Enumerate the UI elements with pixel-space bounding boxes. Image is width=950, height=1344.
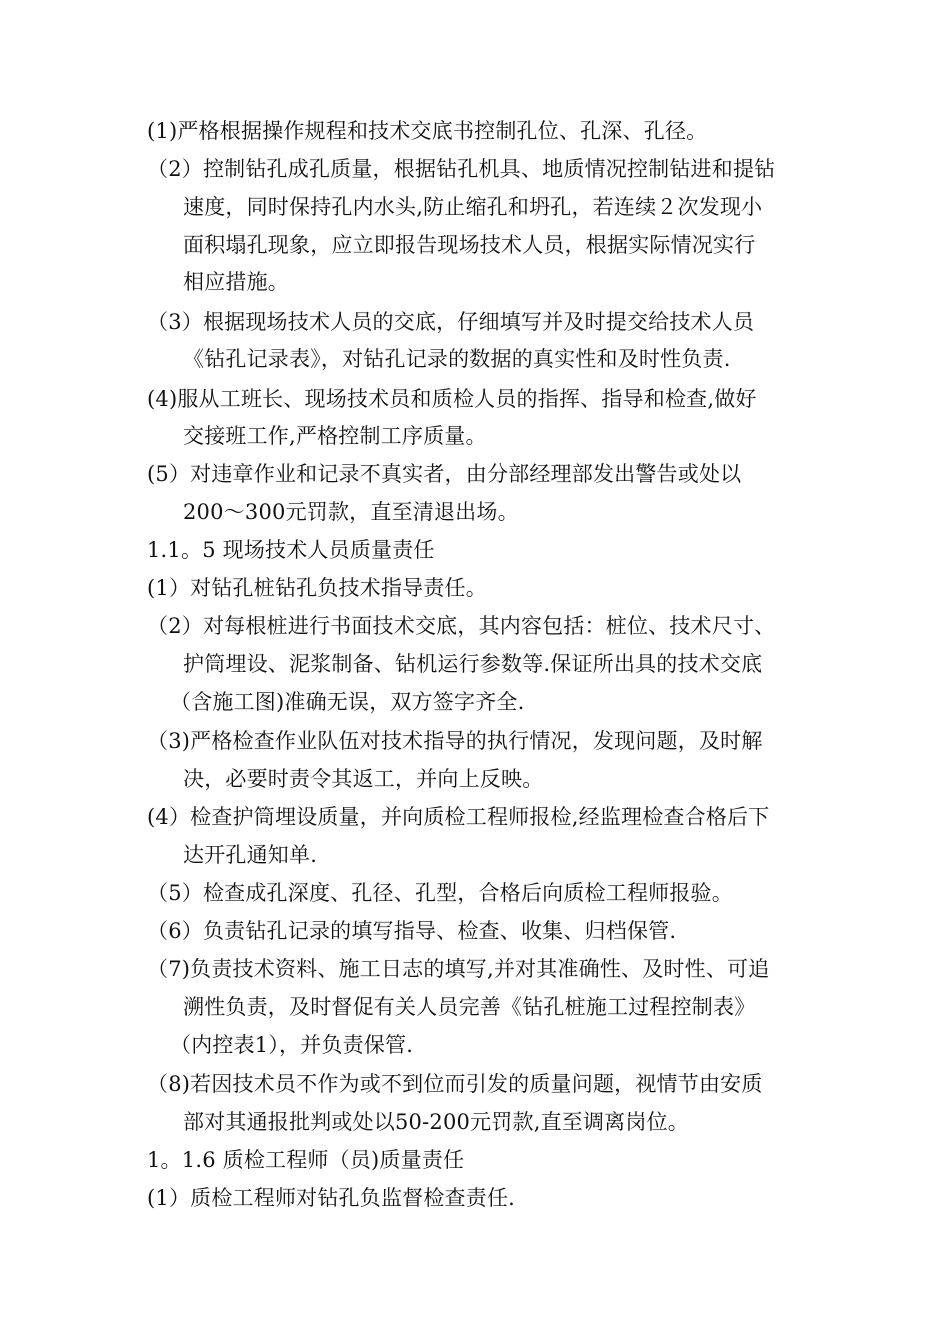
text-line: 《钻孔记录表》，对钻孔记录的数据的真实性和及时性负责. xyxy=(183,347,731,371)
text-line: （内控表1），并负责保管. xyxy=(170,1033,414,1057)
text-line: （5）检查成孔深度、孔径、孔型，合格后向质检工程师报验。 xyxy=(147,881,733,905)
text-line: 200～300元罚款，直至清退出场。 xyxy=(183,500,519,524)
text-line: （8)若因技术员不作为或不到位而引发的质量问题，视情节由安质 xyxy=(147,1072,763,1096)
text-line: 交接班工作,严格控制工序质量。 xyxy=(183,424,487,448)
text-line: （3)严格检查作业队伍对技术指导的执行情况，发现问题，及时解 xyxy=(147,729,763,753)
text-line: （7)负责技术资料、施工日志的填写,并对其准确性、及时性、可追 xyxy=(147,957,770,981)
text-line: 溯性负责，及时督促有关人员完善《钻孔桩施工过程控制表》 xyxy=(183,995,756,1019)
section-heading: 1.1。5 现场技术人员质量责任 xyxy=(147,538,435,562)
text-line: （6）负责钻孔记录的填写指导、检查、收集、归档保管. xyxy=(147,919,677,943)
section-heading: 1。1.6 质检工程师（员)质量责任 xyxy=(147,1148,465,1172)
text-line: (1)严格根据操作规程和技术交底书控制孔位、孔深、孔径。 xyxy=(147,119,708,143)
text-line: （含施工图)准确无误，双方签字齐全. xyxy=(170,690,525,714)
text-line: (5）对违章作业和记录不真实者，由分部经理部发出警告或处以 xyxy=(147,462,742,486)
text-line: 护筒埋设、泥浆制备、钻机运行参数等.保证所出具的技术交底 xyxy=(183,652,763,676)
text-line: (4）检查护筒埋设质量，并向质检工程师报检,经监理检查合格后下 xyxy=(147,805,770,829)
text-line: 部对其通报批判或处以50-200元罚款,直至调离岗位。 xyxy=(183,1110,689,1134)
text-line: (1）对钻孔桩钻孔负技术指导责任。 xyxy=(147,576,487,600)
text-line: 面积塌孔现象，应立即报告现场技术人员，根据实际情况实行 xyxy=(183,233,756,257)
text-line: （2）控制钻孔成孔质量，根据钻孔机具、地质情况控制钻进和提钻 xyxy=(147,157,776,181)
text-line: 达开孔通知单. xyxy=(183,843,318,867)
text-line: 决，必要时责令其返工，并向上反映。 xyxy=(183,767,544,791)
text-line: (1）质检工程师对钻孔负监督检查责任. xyxy=(147,1186,516,1210)
text-line: 相应措施。 xyxy=(183,270,289,294)
text-line: 速度，同时保持孔内水头,防止缩孔和坍孔，若连续２次发现小 xyxy=(183,195,763,219)
text-line: （3）根据现场技术人员的交底，仔细填写并及时提交给技术人员 xyxy=(147,310,755,334)
text-line: （2）对每根桩进行书面技术交底，其内容包括：桩位、技术尺寸、 xyxy=(147,614,776,638)
text-line: (4)服从工班长、现场技术员和质检人员的指挥、指导和检查,做好 xyxy=(147,387,757,411)
